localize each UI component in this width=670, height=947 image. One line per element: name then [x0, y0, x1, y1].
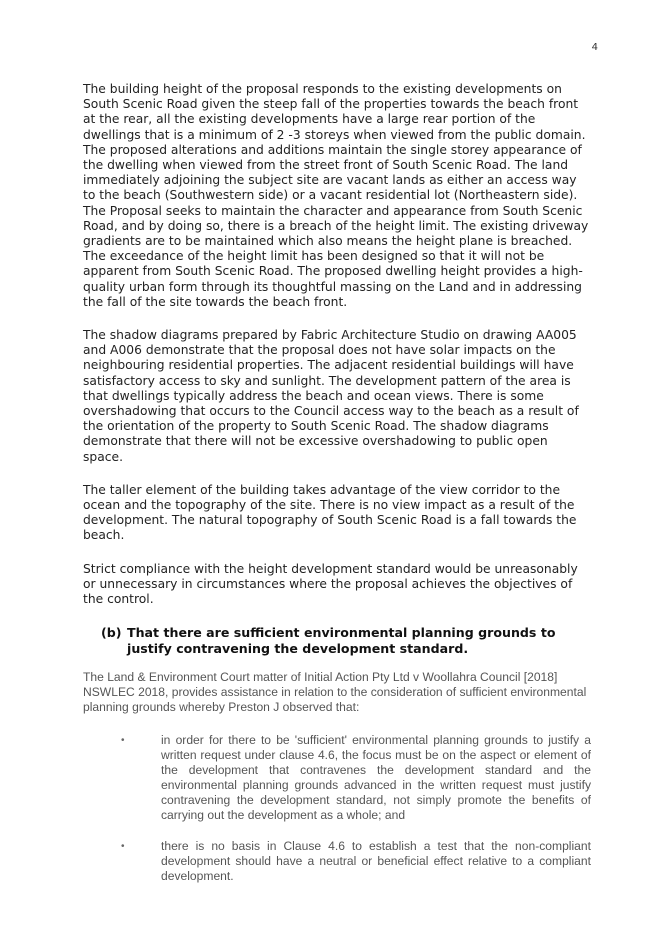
- section-label: (b): [101, 625, 122, 641]
- paragraph-shadow-diagrams: The shadow diagrams prepared by Fabric Architecture Studio on drawing AA005 and A006 demonstrate that the proposal does not have solar impacts on the neighbouring residential properties. The adjacent residential buildings will have satisfactory access to sky and sunlight. The development pattern of the area is that dwellings typically address the beach and ocean views. There is some overshadowing that occurs to the Council access way to the beach as a result of the orientation of the property to South Scenic Road. The shadow diagrams demonstrate that there will not be excessive overshadowing to public open space.: [83, 328, 579, 464]
- list-item: [121, 733, 591, 823]
- list-item-text: there is no basis in Clause 4.6 to establish a test that the non-compliant development should have a neutral or beneficial effect relative to a compliant development.: [161, 839, 591, 884]
- paragraph-view-corridor: The taller element of the building takes advantage of the view corridor to the ocean and the topography of the site. There is no view impact as a result of the development. The natural topography of South Scenic Road is a fall towards the beach.: [83, 482, 577, 543]
- bullet-icon: •: [121, 841, 125, 853]
- section-title: That there are sufficient environmental planning grounds to justify contravening the development standard.: [127, 625, 556, 656]
- paragraph-court-matter: The Land & Environment Court matter of Initial Action Pty Ltd v Woollahra Council [2018] NSWLEC 2018, provides assistance in relation to the consideration of sufficient environmental planning grounds whereby Preston J observed that:: [83, 670, 587, 715]
- page-number: 4: [591, 42, 598, 53]
- bullet-list: [83, 733, 591, 884]
- paragraph-building-height: The building height of the proposal responds to the existing developments on South Scenic Road given the steep fall of the properties towards the beach front at the rear, all the existing developments have a large rear portion of the dwellings that is a minimum of 2 -3 storeys when viewed from the public domain. The proposed alterations and additions maintain the single storey appearance of the dwelling when viewed from the street front of South Scenic Road. The land immediately adjoining the subject site are vacant lands as either an access way to the beach (Southwestern side) or a vacant residential lot (Northeastern side). The Proposal seeks to maintain the character and appearance from South Scenic Road, and by doing so, there is a breach of the height limit. The existing driveway gradients are to be maintained which also means the height plane is breached. The exceedance of the height limit has been designed so that it will not be apparent from South Scenic Road. The proposed dwelling height provides a high-quality urban form through its thoughtful massing on the Land and in addressing the fall of the site towards the beach front.: [83, 82, 589, 309]
- paragraph-strict-compliance: Strict compliance with the height development standard would be unreasonably or unnecessary in circumstances where the proposal achieves the objectives of the control.: [83, 561, 578, 607]
- list-item-text: in order for there to be 'sufficient' environmental planning grounds to justify a written request under clause 4.6, the focus must be on the aspect or element of the development that contravenes the development standard and the environmental planning grounds advanced in the written request must justify contravening the development standard, not simply promote the benefits of carrying out the development as a whole; and: [161, 733, 591, 823]
- bullet-icon: •: [121, 735, 125, 747]
- list-item: [121, 839, 591, 884]
- section-heading-b: [101, 625, 591, 656]
- document-body: [83, 82, 591, 900]
